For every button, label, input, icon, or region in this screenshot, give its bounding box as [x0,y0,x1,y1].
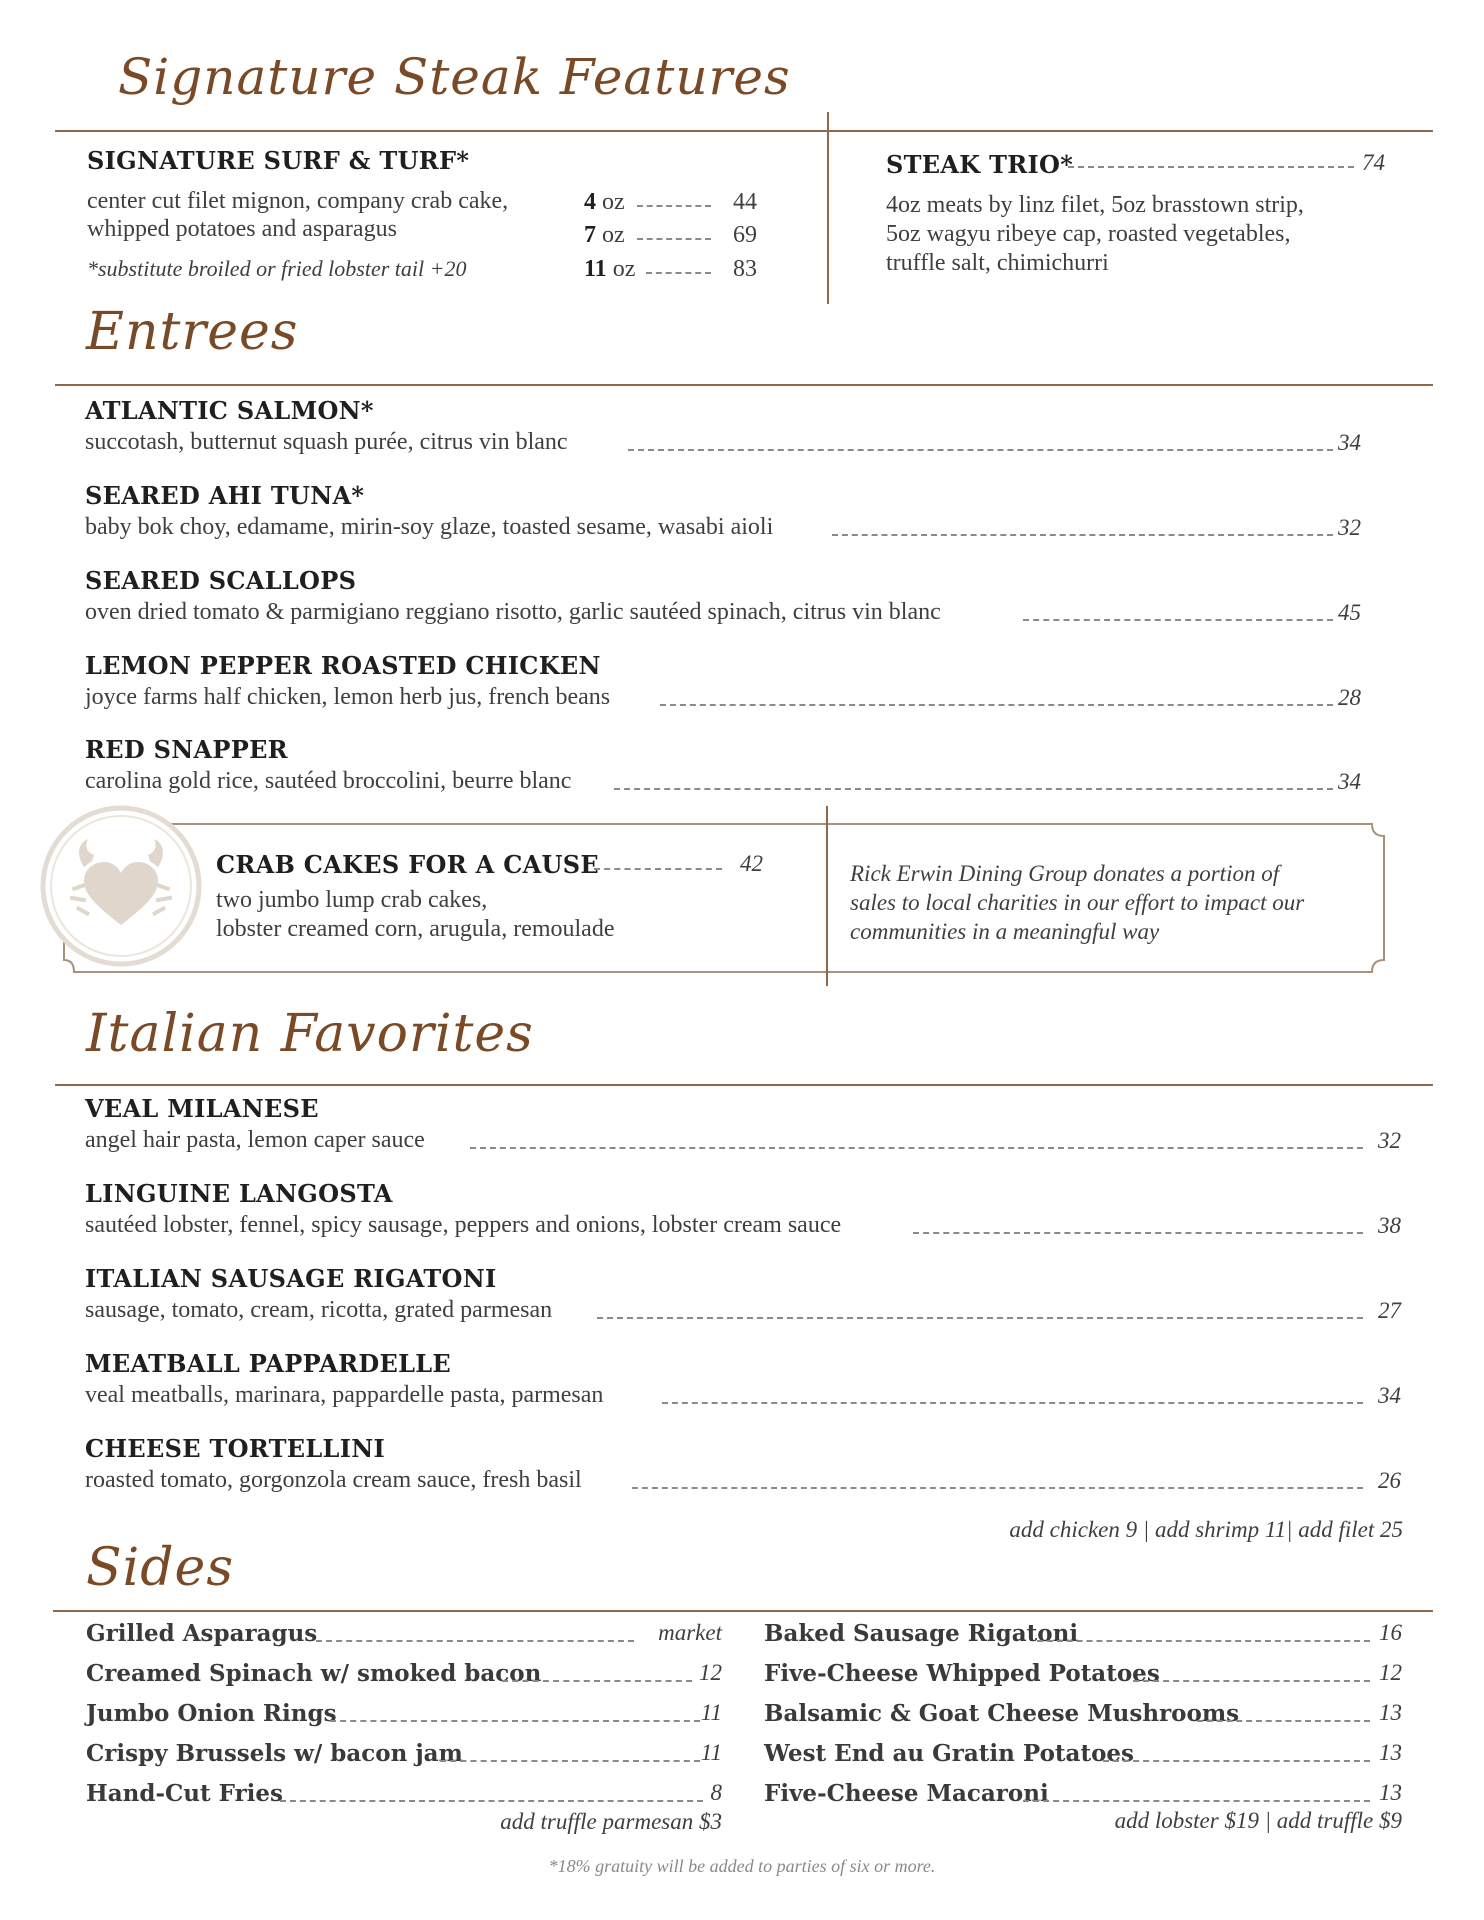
size-11oz: 11 oz [584,256,636,282]
surf-turf-desc: center cut filet mignon, company crab cake, [87,188,509,214]
italian-title: ITALIAN SAUSAGE RIGATONI [85,1264,497,1293]
steak-trio-desc: 5oz wagyu ribeye cap, roasted vegetables, [886,221,1291,247]
entree-desc: carolina gold rice, sautéed broccolini, beurre blanc [85,768,572,794]
divider [55,1084,1433,1086]
leader-dots [1037,1640,1370,1642]
italian-price: 32 [1378,1128,1401,1153]
entree-desc: baby bok choy, edamame, mirin-soy glaze, toasted sesame, wasabi aioli [85,514,774,540]
side-price: 13 [1379,1700,1402,1725]
charity-note: sales to local charities in our effort to impact our [850,890,1305,915]
side-price: 12 [1379,1660,1402,1685]
leader-dots [1103,1760,1370,1762]
steak-trio-title: STEAK TRIO* [886,150,1074,179]
size-7oz: 7 oz [584,222,625,248]
divider [827,112,829,304]
side-item: Five-Cheese Macaroni [764,1780,1049,1807]
crab-cakes-title: CRAB CAKES FOR A CAUSE [216,850,599,879]
leader-dots [470,1147,1363,1149]
surf-turf-title: SIGNATURE SURF & TURF* [87,146,470,175]
italian-price: 27 [1378,1298,1401,1323]
side-price: 8 [710,1780,722,1805]
size-4oz: 4 oz [584,189,625,215]
leader-dots [913,1232,1363,1234]
side-price: 13 [1379,1780,1402,1805]
leader-dots [614,788,1333,790]
italian-desc: sausage, tomato, cream, ricotta, grated parmesan [85,1297,553,1323]
side-price: 12 [699,1660,722,1685]
side-price: 11 [700,1700,722,1725]
side-price: market [658,1620,722,1645]
italian-title: MEATBALL PAPPARDELLE [85,1349,452,1378]
entree-price: 28 [1338,685,1361,710]
surf-turf-desc: whipped potatoes and asparagus [87,216,397,242]
entree-desc: succotash, butternut squash purée, citrus vin blanc [85,429,568,455]
leader-dots [280,1800,703,1802]
leader-dots [1023,619,1333,621]
section-title-italian: Italian Favorites [86,1004,534,1064]
side-price: 16 [1379,1620,1402,1645]
leader-dots [316,1640,634,1642]
crab-heart-icon [38,803,204,969]
section-title-signature: Signature Steak Features [118,48,791,106]
entree-price: 32 [1338,515,1361,540]
entree-title: SEARED SCALLOPS [85,566,357,595]
leader-dots [1133,1680,1370,1682]
gratuity-note: *18% gratuity will be added to parties of six or more. [548,1856,936,1876]
entree-price: 34 [1338,769,1361,794]
side-item: Five-Cheese Whipped Potatoes [764,1660,1160,1687]
steak-trio-desc: 4oz meats by linz filet, 5oz brasstown strip, [886,192,1304,218]
entree-desc: oven dried tomato & parmigiano reggiano risotto, garlic sautéed spinach, citrus vin blanc [85,599,941,625]
side-price: 13 [1379,1740,1402,1765]
crab-cakes-desc: two jumbo lump crab cakes, [216,887,488,913]
entree-desc: joyce farms half chicken, lemon herb jus, french beans [85,684,611,710]
size-price: 44 [733,189,757,215]
entree-title: RED SNAPPER [85,735,288,764]
side-item: Crispy Brussels w/ bacon jam [86,1740,463,1767]
leader-dots [832,534,1333,536]
leader-dots [637,238,711,240]
divider [53,1610,1433,1612]
leader-dots [632,1487,1363,1489]
surf-turf-note: *substitute broiled or fried lobster tail +20 [87,256,467,281]
side-item: Baked Sausage Rigatoni [764,1620,1079,1647]
leader-dots [628,449,1333,451]
leader-dots [594,868,722,870]
side-item: West End au Gratin Potatoes [764,1740,1134,1767]
italian-title: CHEESE TORTELLINI [85,1434,386,1463]
leader-dots [502,1680,692,1682]
steak-trio-desc: truffle salt, chimichurri [886,250,1109,276]
italian-desc: angel hair pasta, lemon caper sauce [85,1127,425,1153]
section-title-entrees: Entrees [86,302,299,362]
side-price: 11 [700,1740,722,1765]
leader-dots [660,704,1333,706]
italian-price: 38 [1378,1213,1401,1238]
charity-note: Rick Erwin Dining Group donates a portion of [850,861,1280,886]
crab-cakes-desc: lobster creamed corn, arugula, remoulade [216,916,615,942]
entree-title: ATLANTIC SALMON* [85,396,374,425]
italian-desc: sautéed lobster, fennel, spicy sausage, peppers and onions, lobster cream sauce [85,1212,842,1238]
side-item: Grilled Asparagus [86,1620,318,1647]
size-price: 83 [733,256,757,282]
section-title-sides: Sides [86,1538,234,1598]
steak-trio-price: 74 [1362,150,1385,175]
italian-desc: roasted tomato, gorgonzola cream sauce, fresh basil [85,1467,582,1493]
italian-title: LINGUINE LANGOSTA [85,1179,393,1208]
italian-price: 34 [1378,1383,1401,1408]
leader-dots [597,1317,1363,1319]
entree-price: 45 [1338,600,1361,625]
sides-right-addon: add lobster $19 | add truffle $9 [1114,1808,1402,1833]
leader-dots [1023,1800,1370,1802]
entree-title: LEMON PEPPER ROASTED CHICKEN [85,651,601,680]
sides-left-addon: add truffle parmesan $3 [500,1809,722,1834]
entree-price: 34 [1338,430,1361,455]
leader-dots [440,1760,700,1762]
charity-note: communities in a meaningful way [850,919,1160,944]
side-item: Hand-Cut Fries [86,1780,284,1807]
size-price: 69 [733,222,757,248]
italian-addons: add chicken 9 | add shrimp 11| add filet 25 [1009,1517,1403,1542]
side-item: Balsamic & Goat Cheese Mushrooms [764,1700,1240,1727]
side-item: Jumbo Onion Rings [86,1700,337,1727]
italian-desc: veal meatballs, marinara, pappardelle pasta, parmesan [85,1382,604,1408]
leader-dots [637,205,711,207]
italian-title: VEAL MILANESE [85,1094,319,1123]
leader-dots [1197,1720,1370,1722]
entree-title: SEARED AHI TUNA* [85,481,365,510]
leader-dots [1068,166,1354,168]
crab-cakes-price: 42 [740,851,763,876]
divider [55,384,1433,386]
side-item: Creamed Spinach w/ smoked bacon [86,1660,542,1687]
italian-price: 26 [1378,1468,1401,1493]
leader-dots [646,272,711,274]
divider [55,130,1433,132]
leader-dots [330,1720,700,1722]
leader-dots [662,1402,1363,1404]
